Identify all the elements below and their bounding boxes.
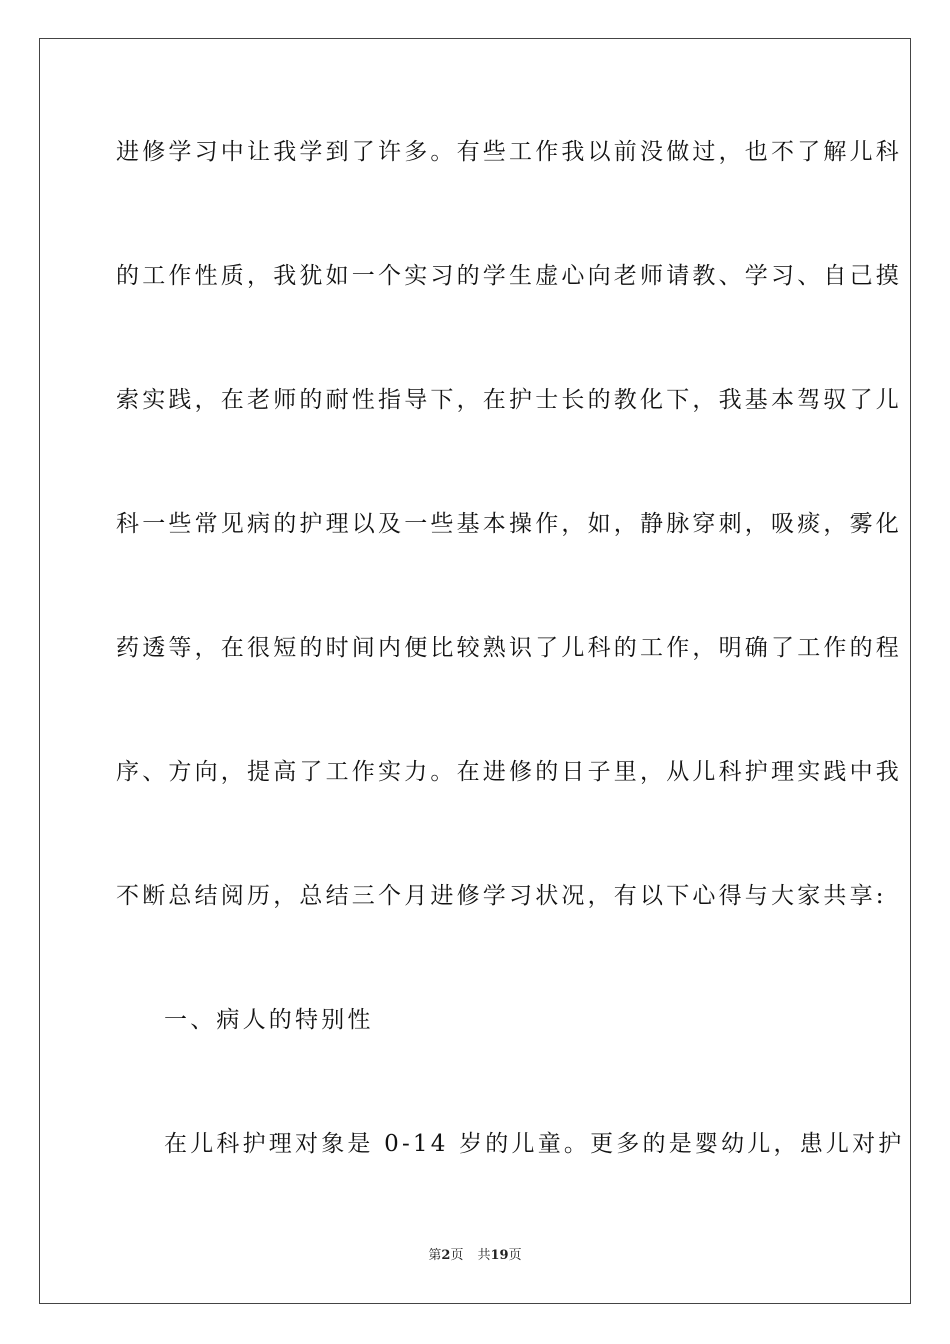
body-line-5: 药透等，在很短的时间内便比较熟识了儿科的工作，明确了工作的程	[116, 635, 902, 661]
total-suffix: 页	[508, 1248, 522, 1263]
body-line-1: 进修学习中让我学到了许多。有些工作我以前没做过，也不了解儿科	[116, 139, 902, 165]
body-line-6: 序、方向，提高了工作实力。在进修的日子里，从儿科护理实践中我	[116, 759, 902, 785]
total-pages: 19	[490, 1248, 509, 1263]
body-line-7: 不断总结阅历，总结三个月进修学习状况，有以下心得与大家共享:	[116, 883, 887, 909]
page-footer	[0, 1247, 950, 1265]
section-heading: 一、病人的特别性	[164, 1007, 374, 1033]
page-number: 2	[441, 1248, 451, 1263]
page-border	[39, 38, 911, 1304]
body-line-3: 索实践，在老师的耐性指导下，在护士长的教化下，我基本驾驭了儿	[116, 387, 902, 413]
body-line-2: 的工作性质，我犹如一个实习的学生虚心向老师请教、学习、自己摸	[116, 263, 902, 289]
body-line-4: 科一些常见病的护理以及一些基本操作，如，静脉穿刺，吸痰，雾化	[116, 511, 902, 537]
page-prefix: 第	[428, 1248, 442, 1263]
section-first-line: 在儿科护理对象是 0-14 岁的儿童。更多的是婴幼儿，患儿对护	[164, 1131, 905, 1157]
page-suffix: 页	[450, 1248, 464, 1263]
total-prefix: 共	[477, 1248, 491, 1263]
